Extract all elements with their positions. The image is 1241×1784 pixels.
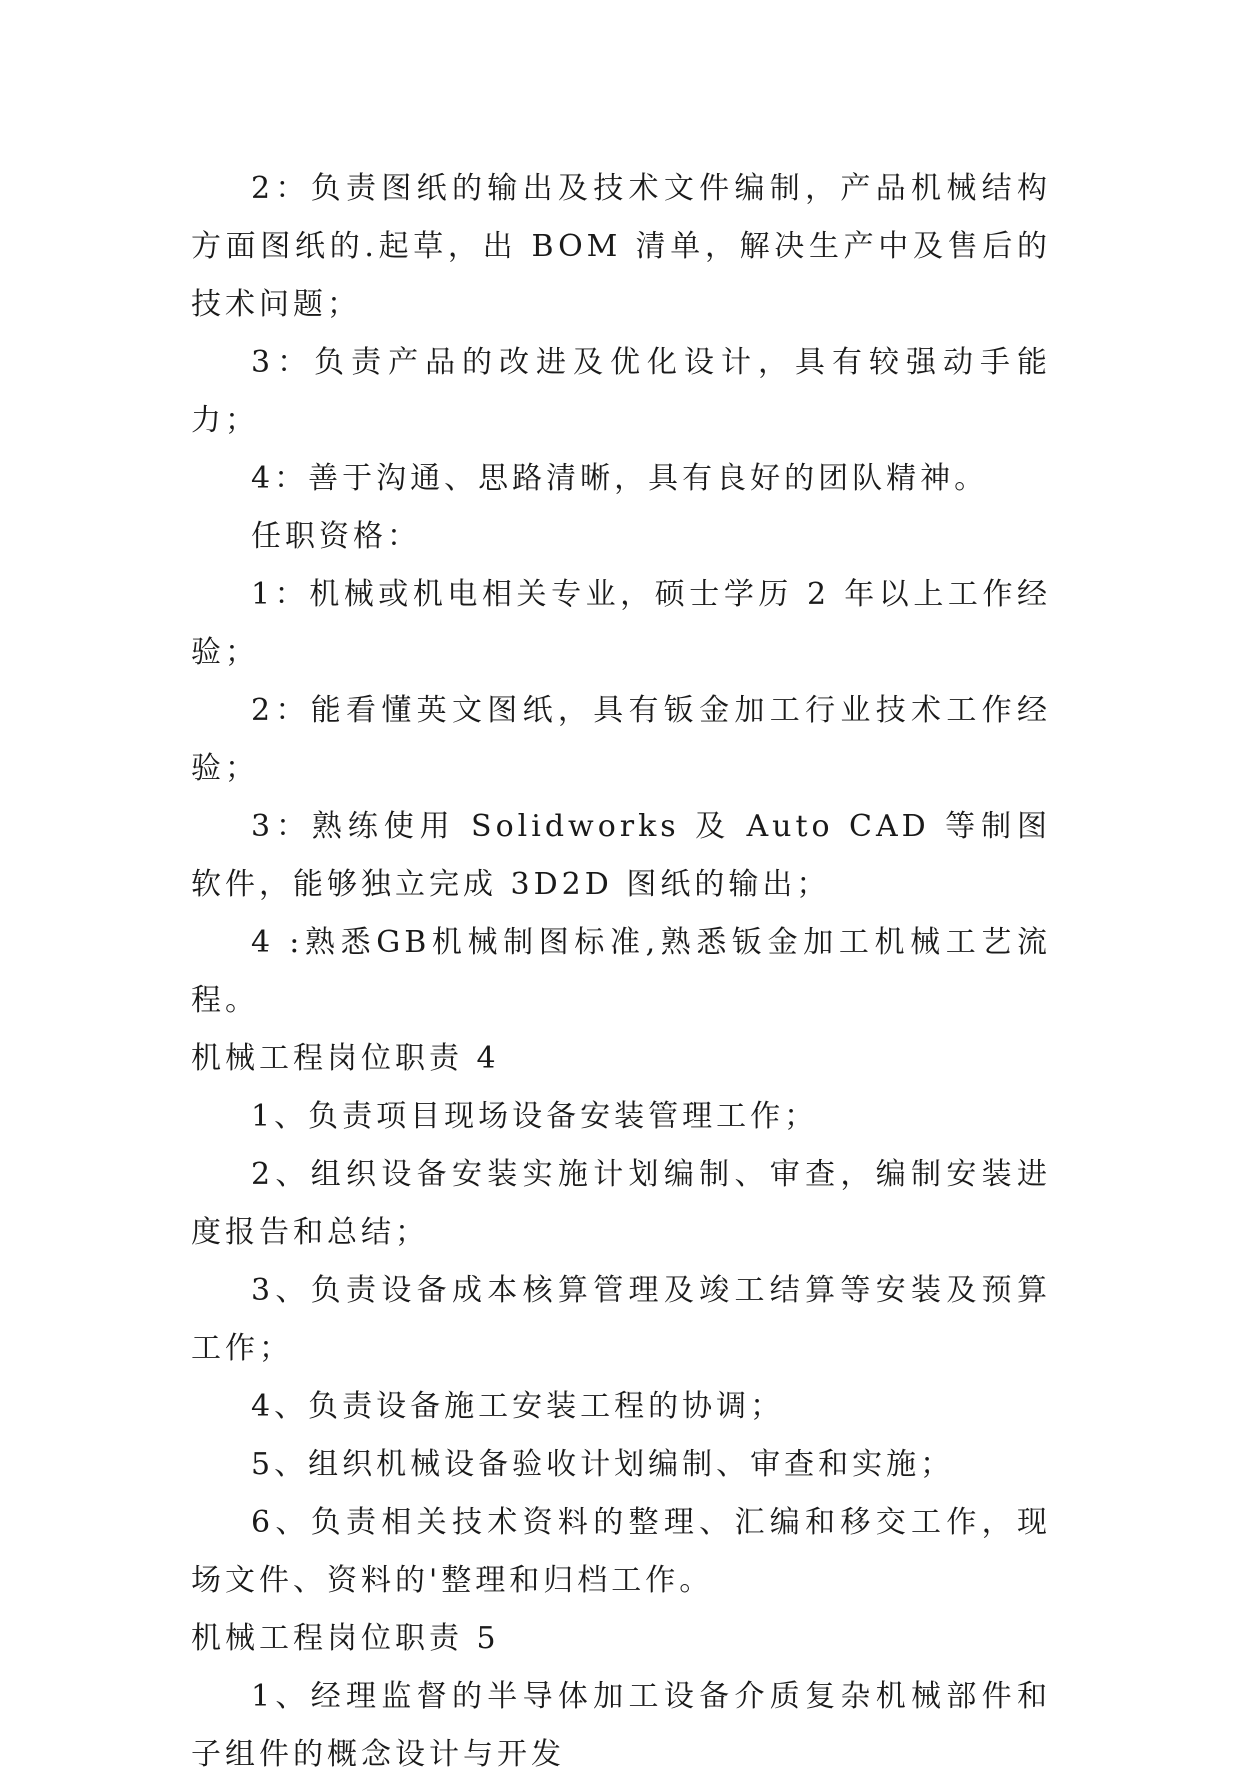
section-heading: 机械工程岗位职责 4 — [191, 1041, 500, 1076]
paragraph: 4 :熟悉GB机械制图标准,熟悉钣金加工机械工艺流程。 — [191, 925, 1051, 1018]
paragraph: 1、经理监督的半导体加工设备介质复杂机械部件和子组件的概念设计与开发 — [191, 1679, 1051, 1772]
section-heading: 机械工程岗位职责 5 — [191, 1621, 500, 1656]
paragraph: 2：负责图纸的输出及技术文件编制，产品机械结构方面图纸的.起草，出 BOM 清单，解决生产中及售后的技术问题； — [191, 171, 1051, 322]
paragraph: 2：能看懂英文图纸，具有钣金加工行业技术工作经验； — [191, 693, 1051, 786]
paragraph: 4：善于沟通、思路清晰，具有良好的团队精神。 — [251, 461, 989, 496]
paragraph: 2、组织设备安装实施计划编制、审查，编制安装进度报告和总结； — [191, 1157, 1051, 1250]
paragraph: 3：熟练使用 Solidworks 及 Auto CAD 等制图软件，能够独立完成 3D2D 图纸的输出； — [191, 809, 1051, 902]
section-label: 任职资格： — [251, 519, 421, 554]
paragraph: 5、组织机械设备验收计划编制、审查和实施； — [251, 1447, 955, 1482]
paragraph: 6、负责相关技术资料的整理、汇编和移交工作，现场文件、资料的'整理和归档工作。 — [191, 1505, 1051, 1598]
document-body — [191, 160, 1051, 1784]
paragraph: 1、负责项目现场设备安装管理工作； — [251, 1099, 819, 1134]
paragraph: 3、负责设备成本核算管理及竣工结算等安装及预算工作； — [191, 1273, 1051, 1366]
paragraph: 1：机械或机电相关专业，硕士学历 2 年以上工作经验； — [191, 577, 1051, 670]
paragraph: 3：负责产品的改进及优化设计，具有较强动手能力； — [191, 345, 1051, 438]
paragraph: 4、负责设备施工安装工程的协调； — [251, 1389, 785, 1424]
